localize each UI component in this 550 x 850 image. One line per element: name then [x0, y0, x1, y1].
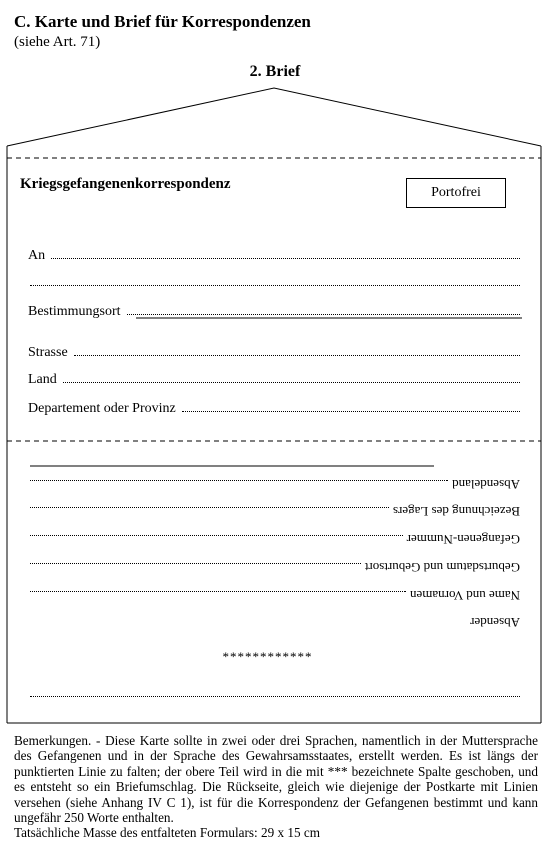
field-absendeland-line	[30, 480, 448, 491]
insert-slot-marker: ************	[222, 649, 313, 664]
field-geburt[interactable]	[30, 559, 520, 575]
field-an[interactable]	[28, 246, 520, 264]
field-geburt-line	[30, 563, 361, 574]
field-departement[interactable]	[28, 399, 520, 417]
field-lager-line	[30, 507, 389, 518]
field-bestimmungsort[interactable]	[28, 302, 520, 320]
remarks-dimensions: Tatsächliche Masse des entfalteten Formulars: 29 x 15 cm	[14, 825, 320, 841]
field-bestimmungsort-label: Bestimmungsort	[28, 304, 121, 319]
card-title: Kriegsgefangenenkorrespondenz	[20, 176, 231, 192]
field-lager[interactable]	[30, 503, 520, 519]
bottom-dotted-line[interactable]	[30, 695, 520, 697]
field-name[interactable]	[30, 587, 520, 603]
remarks-block	[14, 733, 538, 841]
field-name-line	[30, 591, 406, 602]
field-land[interactable]	[28, 370, 520, 388]
field-absendeland-label: Absendeland	[452, 477, 520, 492]
field-name-label: Name und Vornamen	[410, 588, 520, 603]
portofrei-label: Portofrei	[431, 185, 481, 200]
field-an-label: An	[28, 248, 46, 263]
field-departement-line	[182, 399, 520, 412]
field-an-line	[51, 246, 520, 259]
field-land-line	[63, 370, 520, 383]
section-heading: C. Karte und Brief für Korrespondenzen	[14, 12, 311, 31]
field-nummer-line	[30, 535, 403, 546]
field-an-line-2[interactable]	[30, 284, 520, 286]
section-subheading: (siehe Art. 71)	[14, 34, 101, 50]
field-strasse-line	[74, 343, 520, 356]
field-departement-label: Departement oder Provinz	[28, 401, 176, 416]
field-nummer-label: Gefangenen-Nummer	[406, 532, 520, 547]
field-absendeland[interactable]	[30, 476, 520, 492]
portofrei-box	[406, 178, 506, 208]
field-strasse-label: Strasse	[28, 345, 68, 360]
field-land-label: Land	[28, 372, 57, 387]
remarks-text: Bemerkungen. - Diese Karte sollte in zwei oder drei Sprachen, namentlich in der Muttersprache des Gefangenen und in der Sprache des Gewahrsamsstaates, erstellt werden. Es ist längs der punktierten Linie zu falten; der obere Teil wird in die mit *** bezeichnete Spalte geschoben, und es entsteht so ein Briefumschlag. Die Rückseite, gleich wie diejenige der Postkarte mit Linien versehen (siehe Anhang IV C 1), ist für die Korrespondenz der Gefangenen bestimmt und kann ungefähr 250 Worte enthalten.	[14, 733, 538, 826]
field-bestimmungsort-line	[127, 302, 520, 315]
field-geburt-label: Geburtsdatum und Geburtsort	[364, 560, 520, 575]
brief-title: 2. Brief	[249, 63, 301, 80]
absender-heading-row	[30, 614, 520, 630]
field-strasse[interactable]	[28, 343, 520, 361]
field-nummer[interactable]	[30, 531, 520, 547]
field-lager-label: Bezeichnung des Lagers	[392, 504, 520, 519]
absender-heading: Absender	[470, 615, 520, 630]
